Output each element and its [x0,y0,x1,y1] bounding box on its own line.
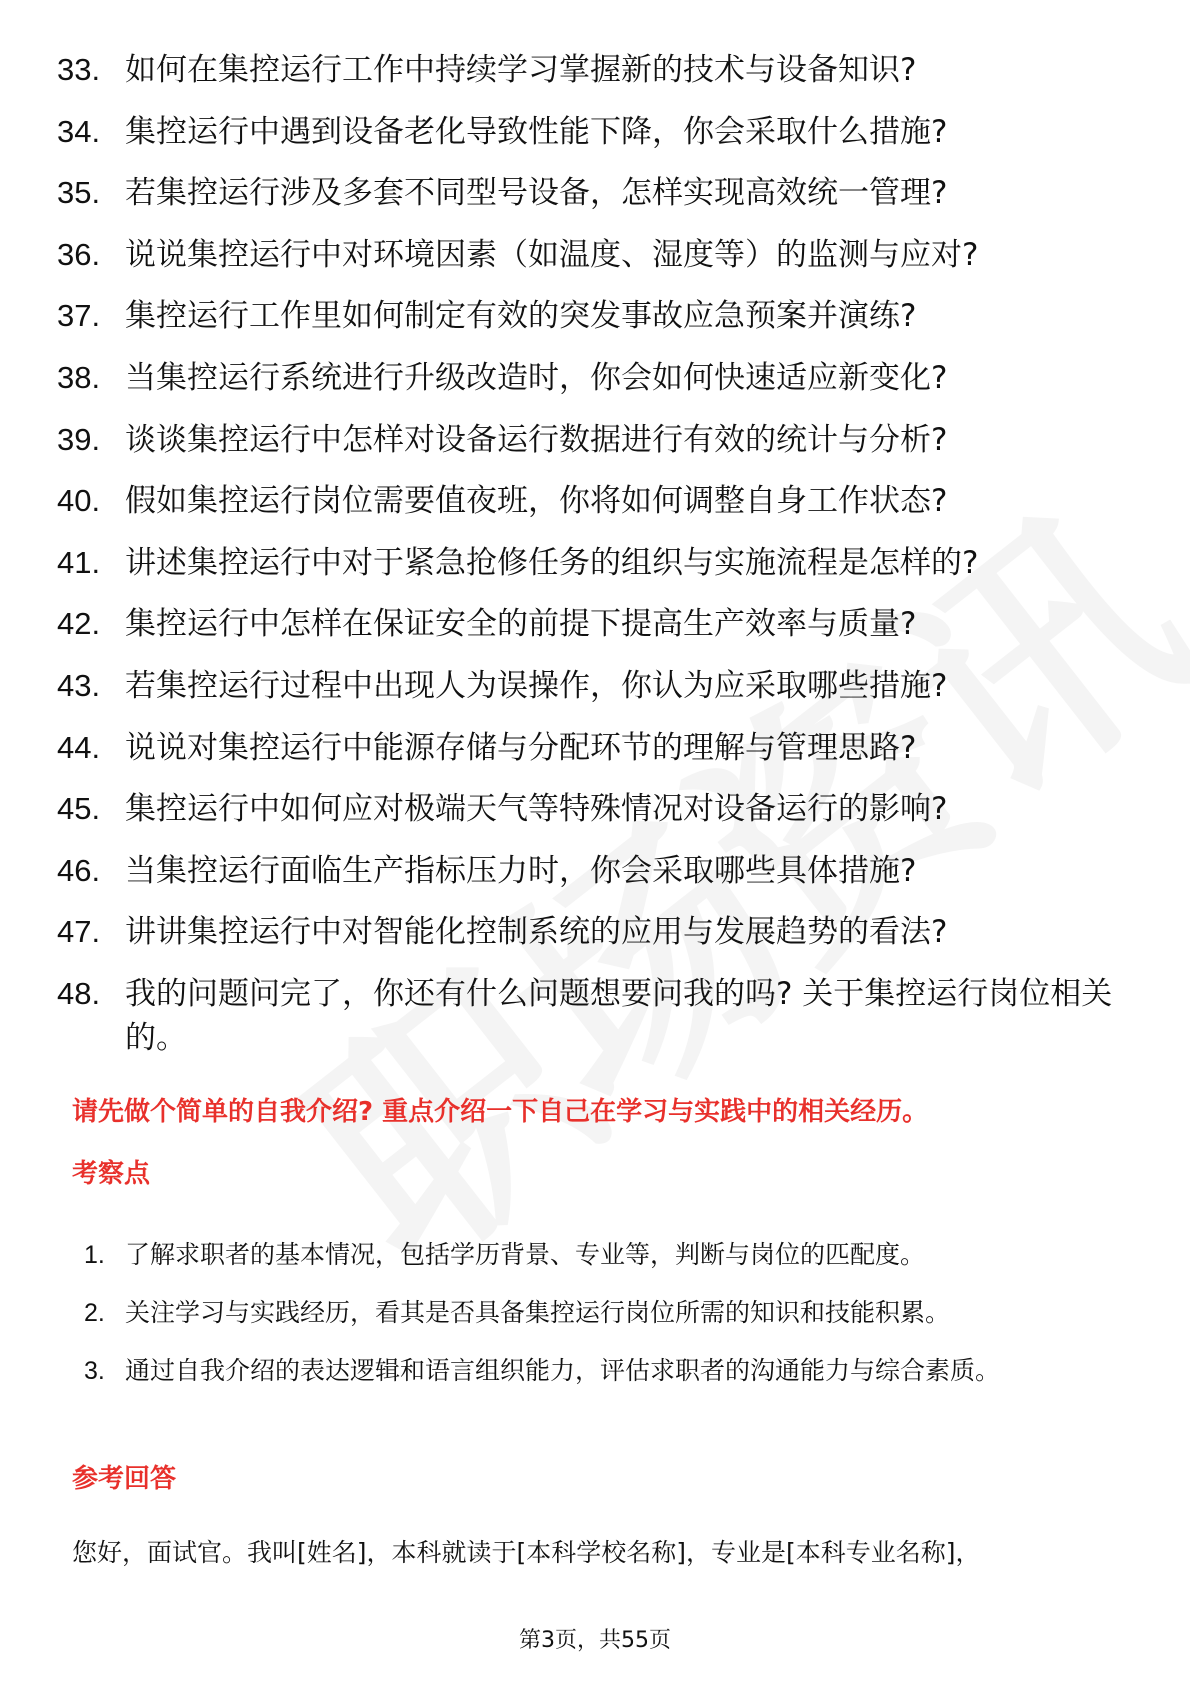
list-item [57,418,1137,462]
question-text: 如何在集控运行工作中持续学习掌握新的技术与设备知识? [125,52,917,88]
page-footer: 第3页，共55页 [519,1628,671,1653]
question-number: 46. [57,852,101,888]
list-item [57,664,1137,708]
list-item [57,541,1137,585]
point-text: 了解求职者的基本情况，包括学历背景、专业等，判断与岗位的匹配度。 [125,1240,926,1269]
question-number: 37. [57,298,101,334]
question-text: 假如集控运行岗位需要值夜班，你将如何调整自身工作状态? [125,483,948,520]
list-item [57,356,1137,400]
list-item [84,1342,1104,1400]
answer-heading: 参考回答 [72,1464,177,1494]
list-item [57,110,1137,154]
list-item [57,787,1137,831]
list-item [57,48,1137,92]
question-number: 41. [57,544,101,580]
point-number: 2. [84,1299,105,1327]
question-text: 若集控运行涉及多套不同型号设备，怎样实现高效统一管理? [125,175,948,212]
list-item [57,910,1137,954]
list-item [57,171,1137,215]
points-list [84,1226,1104,1400]
question-text: 说说对集控运行中能源存储与分配环节的理解与管理思路? [125,729,917,766]
question-number: 34. [57,113,101,149]
question-text: 我的问题问完了，你还有什么问题想要问我的吗? 关于集控运行岗位相关的。 [125,975,1113,1056]
point-text: 关注学习与实践经历，看其是否具备集控运行岗位所需的知识和技能积累。 [125,1298,951,1327]
question-text: 集控运行中如何应对极端天气等特殊情况对设备运行的影响? [125,791,948,828]
question-text: 谈谈集控运行中怎样对设备运行数据进行有效的统计与分析? [125,421,948,458]
question-text: 若集控运行过程中出现人为误操作，你认为应采取哪些措施? [125,667,948,704]
question-text: 当集控运行面临生产指标压力时，你会采取哪些具体措施? [125,852,917,889]
list-item [84,1284,1104,1342]
question-text: 集控运行中遇到设备老化导致性能下降，你会采取什么措施? [125,113,948,150]
question-number: 42. [57,606,101,642]
question-text: 说说集控运行中对环境因素（如温度、湿度等）的监测与应对? [125,236,979,273]
point-text: 通过自我介绍的表达逻辑和语言组织能力，评估求职者的沟通能力与综合素质。 [125,1356,1001,1385]
question-number: 36. [57,236,101,272]
question-text: 集控运行工作里如何制定有效的突发事故应急预案并演练? [125,298,917,335]
question-number: 40. [57,483,101,519]
list-item [57,849,1137,893]
question-number: 39. [57,421,101,457]
question-text: 讲述集控运行中对于紧急抢修任务的组织与实施流程是怎样的? [125,544,979,581]
list-item [57,294,1137,338]
points-heading: 考察点 [72,1159,151,1189]
question-text: 当集控运行系统进行升级改造时，你会如何快速适应新变化? [125,359,948,396]
list-item [57,726,1137,770]
question-text: 讲讲集控运行中对智能化控制系统的应用与发展趋势的看法? [125,914,948,951]
question-text: 集控运行中怎样在保证安全的前提下提高生产效率与质量? [125,606,917,643]
point-number: 1. [84,1241,105,1269]
answer-text: 您好，面试官。我叫[姓名]，本科就读于[本科学校名称]，专业是[本科专业名称]， [72,1538,981,1567]
question-number: 33. [57,52,101,87]
point-number: 3. [84,1357,105,1385]
question-number: 43. [57,667,101,703]
question-number: 45. [57,791,101,827]
question-number: 47. [57,914,101,950]
question-number: 44. [57,729,101,765]
list-item [57,602,1137,646]
question-number: 35. [57,175,101,211]
question-number: 48. [57,975,101,1011]
list-item [57,972,1137,1060]
question-list [57,48,1137,1078]
question-number: 38. [57,359,101,395]
list-item [84,1226,1104,1284]
list-item [57,233,1137,277]
section-question-title: 请先做个简单的自我介绍? 重点介绍一下自己在学习与实践中的相关经历。 [72,1097,929,1127]
list-item [57,479,1137,523]
